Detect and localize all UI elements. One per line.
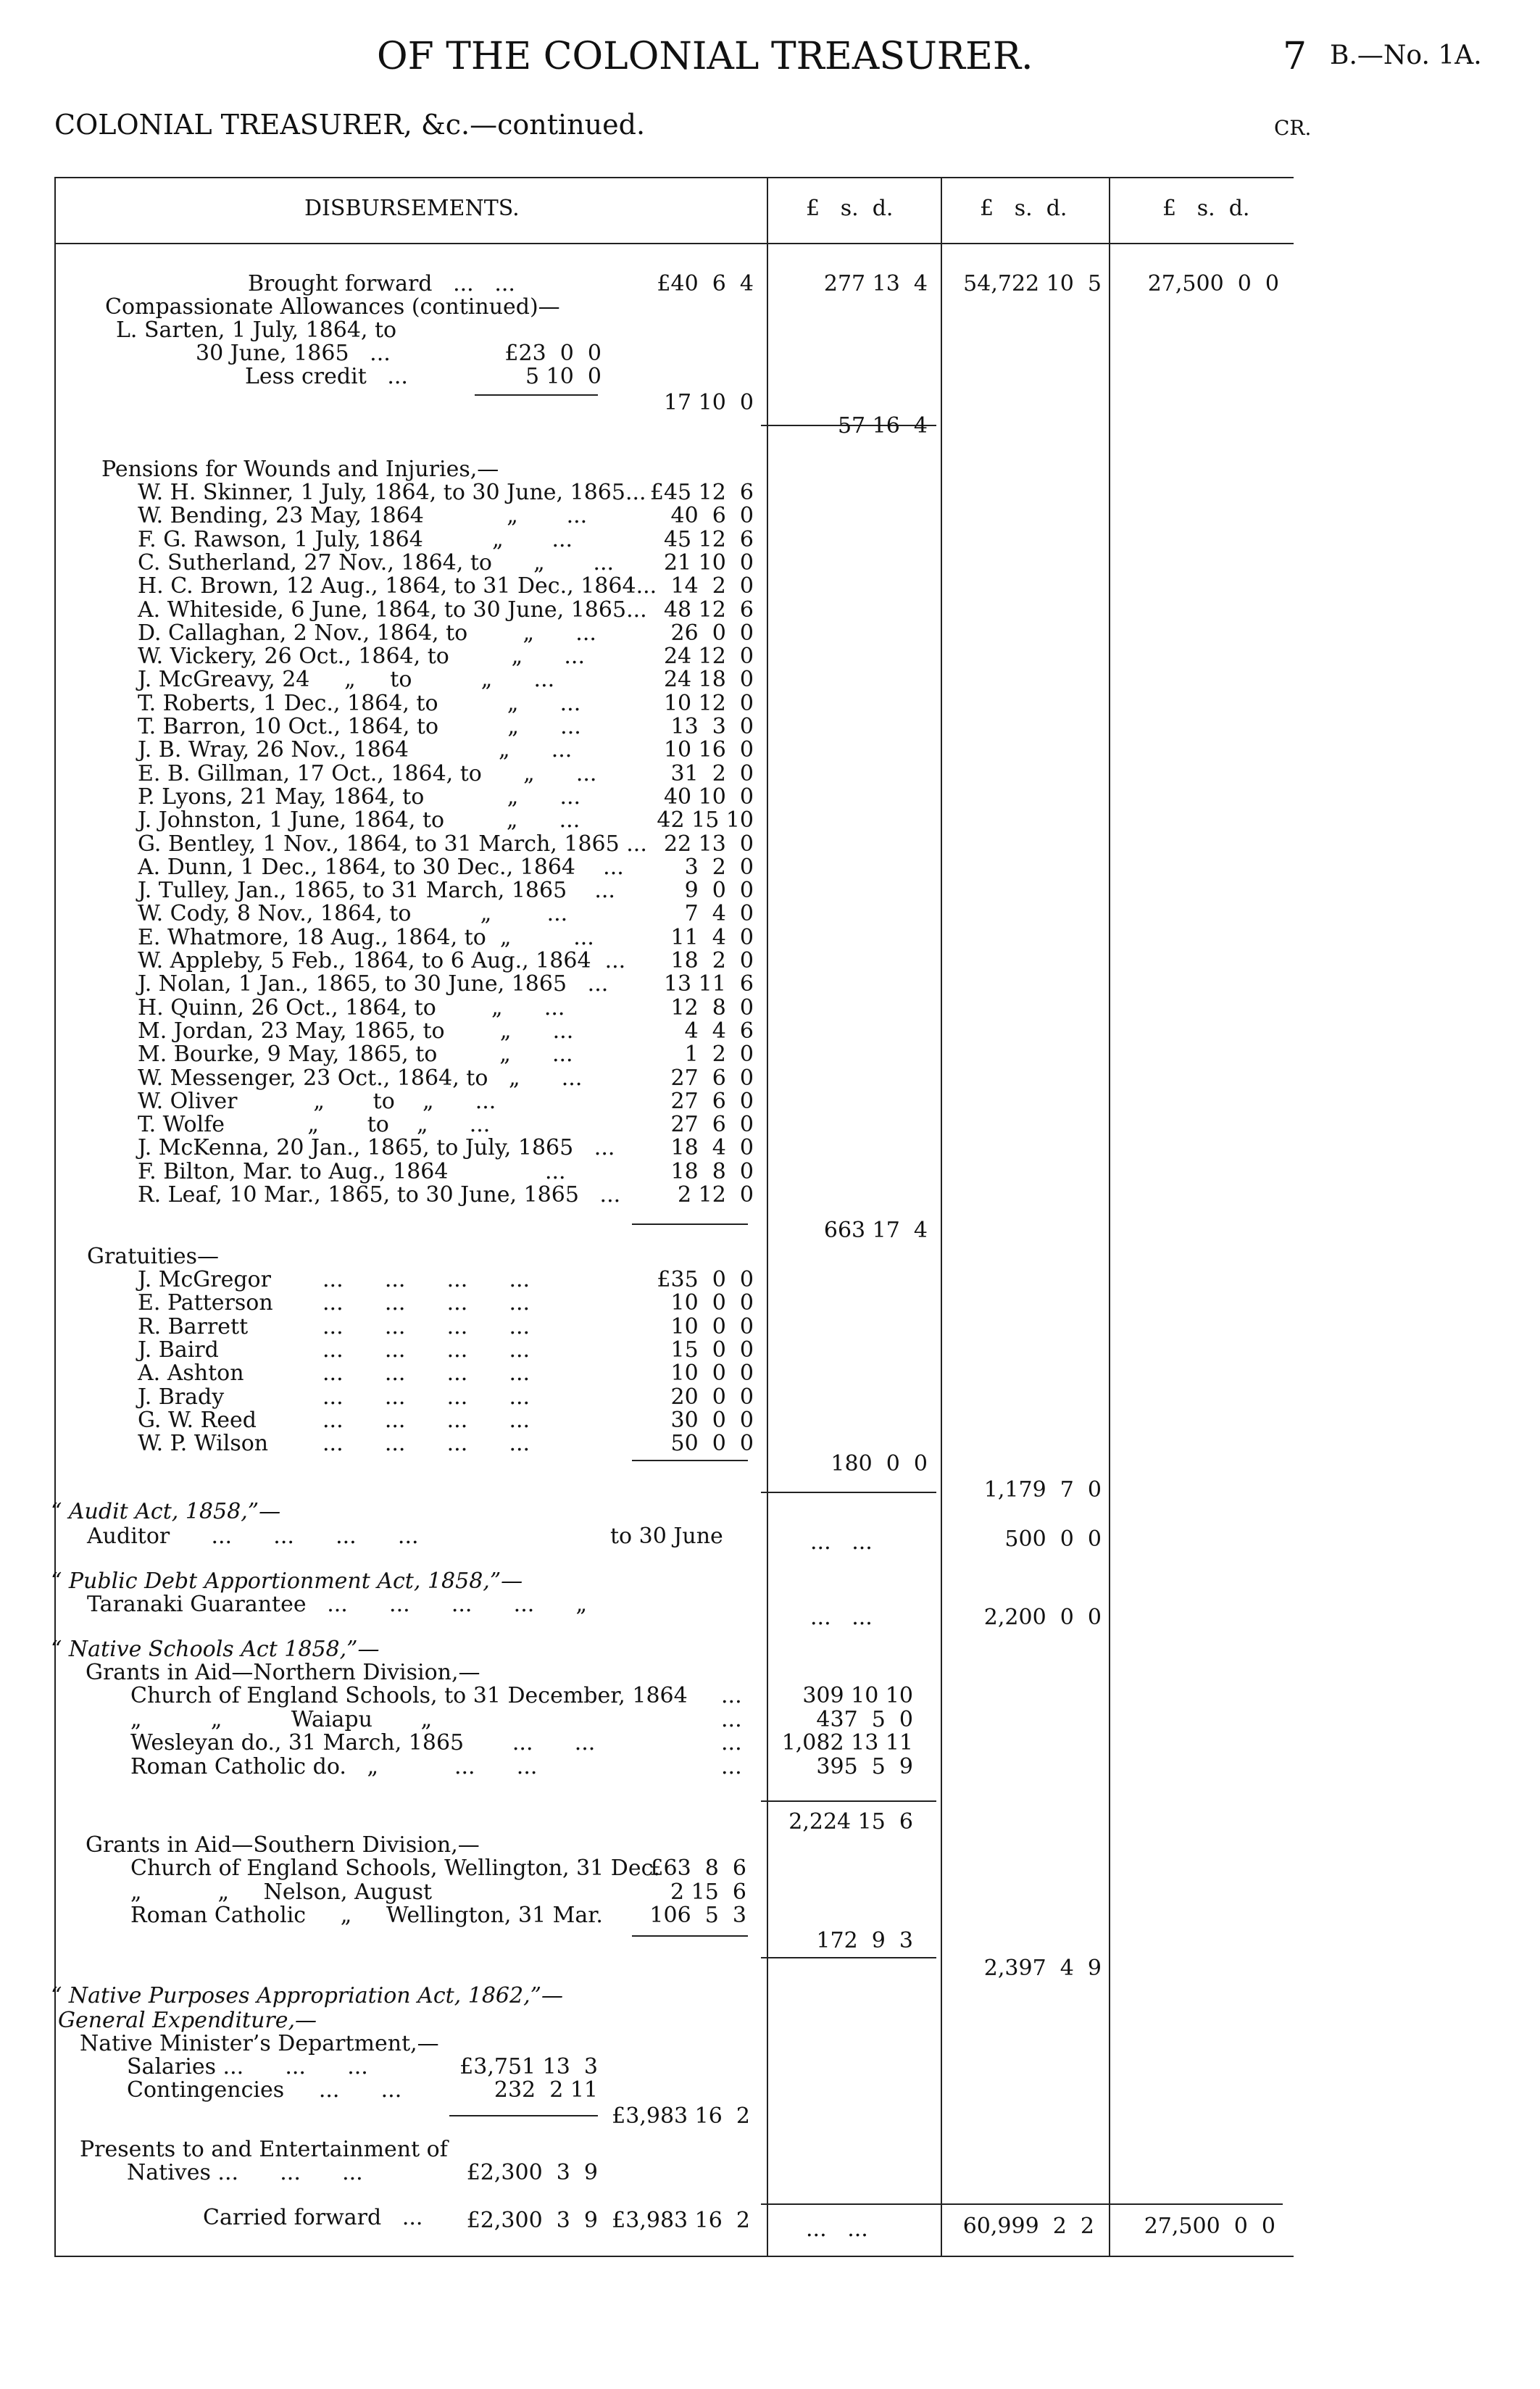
northern-grant-row-amount: 1,082 13 11 [781,1730,913,1756]
pension-row-name: W. Appleby, 5 Feb., 1864, to 6 Aug., 1864 ... [138,948,626,973]
northern-grant-row-leader-dots: ... [721,1706,742,1732]
gratuity-row-name: J. McGregor [138,1267,271,1292]
northern-division-heading: Grants in Aid—Northern Division,— [86,1660,480,1685]
pension-row-name: T. Wolfe „ to „ ... [138,1112,491,1138]
southern-division-total: 172 9 3 [816,1928,913,1953]
document-reference: B.—No. 1A. [1330,41,1482,70]
pension-row-amount: 45 12 6 [663,526,754,552]
pension-row-name: E. Whatmore, 18 Aug., 1864, to „ ... [138,924,594,950]
gratuities-col1-total: 180 0 0 [831,1451,928,1476]
pension-row-name: J. Johnston, 1 June, 1864, to „ ... [138,807,580,834]
pension-row-amount: 18 4 0 [670,1135,754,1161]
pension-row-name: W. Vickery, 26 Oct., 1864, to „ ... [138,644,586,670]
pension-row-name: W. Bending, 23 May, 1864 „ ... [138,503,588,529]
column-header-amount-1: £ s. d. [806,196,894,221]
northern-grant-row-leader-dots: ... [721,1683,742,1708]
section-subtitle: COLONIAL TREASURER, &c.—continued. [54,109,646,141]
southern-grant-row-name: Roman Catholic „ Wellington, 31 Mar. [130,1903,603,1928]
gratuities-heading: Gratuities— [87,1244,219,1269]
gratuity-row-amount: 30 0 0 [670,1407,754,1433]
compassionate-less-credit-amount: 5 10 0 [525,364,602,389]
column-header-disbursements: DISBURSEMENTS. [304,196,520,221]
pension-row-amount: 21 10 0 [663,549,754,576]
pension-row-name: E. B. Gillman, 17 Oct., 1864, to „ ... [138,760,597,786]
pension-row-name: H. C. Brown, 12 Aug., 1864, to 31 Dec., 1864... [138,573,657,599]
northern-grant-row-amount: 309 10 10 [802,1683,913,1708]
pension-row-name: W. Messenger, 23 Oct., 1864, to „ ... [138,1065,583,1091]
pension-row-name: J. Nolan, 1 Jan., 1865, to 30 June, 1865 ... [138,971,609,997]
brought-forward-col1: 277 13 4 [823,271,928,296]
native-schools-col2-total: 2,397 4 9 [983,1956,1102,1981]
carried-forward-label: Carried forward ... [203,2205,423,2230]
gratuities-col2-total: 1,179 7 0 [983,1477,1102,1503]
pension-row-amount: 10 12 0 [663,690,754,716]
pension-row-amount: 4 4 6 [684,1018,754,1044]
rule [761,1957,936,1958]
gratuity-row-leader-dots: ... ... ... ... [322,1384,530,1410]
pension-row-name: G. Bentley, 1 Nov., 1864, to 31 March, 1865 ... [138,831,647,857]
pension-row-name: A. Whiteside, 6 June, 1864, to 30 June, 1865... [138,597,647,623]
gratuity-row-leader-dots: ... ... ... ... [322,1431,530,1457]
gratuity-row-name: R. Barrett [138,1313,249,1339]
pension-row-name: F. Bilton, Mar. to Aug., 1864 ... [138,1158,566,1184]
gratuity-row-leader-dots: ... ... ... ... [322,1290,530,1316]
southern-division-heading: Grants in Aid—Southern Division,— [86,1832,480,1858]
brought-forward-inner: £40 6 4 [657,271,754,296]
public-debt-heading: “ Public Debt Apportionment Act, 1858,”— [51,1569,523,1594]
gratuity-row-amount: 10 0 0 [670,1360,754,1387]
pension-row-name: D. Callaghan, 2 Nov., 1864, to „ ... [138,620,596,646]
rule [761,1800,936,1802]
pension-row-amount: 2 12 0 [678,1182,754,1208]
pension-row-name: W. Cody, 8 Nov., 1864, to „ ... [138,901,568,927]
pension-row-amount: 48 12 6 [663,597,754,623]
gratuity-row-amount: £35 0 0 [657,1267,754,1292]
pension-row-amount: 42 15 10 [657,807,754,834]
southern-grant-row-name: Church of England Schools, Wellington, 31 Dec. [130,1856,660,1881]
rule [475,394,598,396]
rule [632,1935,748,1937]
pension-row-amount: 11 4 0 [670,924,754,950]
pension-row-amount: 22 13 0 [663,831,754,857]
salaries-label: Salaries ... ... ... [127,2054,368,2080]
brought-forward-col2: 54,722 10 5 [963,271,1102,296]
page-title: OF THE COLONIAL TREASURER. [377,35,1033,78]
carried-forward-col2: 60,999 2 2 [962,2214,1094,2239]
northern-grant-row-amount: 395 5 9 [816,1753,913,1779]
auditor-line: Auditor ... ... ... ... [87,1524,419,1549]
northern-division-total: 2,224 15 6 [788,1809,913,1835]
taranaki-col1: ... ... [810,1605,873,1630]
rule [761,1492,936,1493]
northern-grant-row-name: Wesleyan do., 31 March, 1865 ... ... [130,1730,596,1756]
pension-row-amount: 13 3 0 [670,714,754,739]
pension-row-amount: 3 2 0 [684,854,754,880]
northern-grant-row-name: Roman Catholic do. „ ... ... [130,1753,538,1779]
pension-row-amount: 24 18 0 [663,667,754,693]
gratuity-row-name: J. Baird [138,1337,219,1363]
column-divider-3 [1109,177,1110,2257]
carried-forward-col3: 27,500 0 0 [1144,2214,1275,2239]
gratuity-row-leader-dots: ... ... ... ... [322,1267,530,1292]
pension-row-amount: 7 4 0 [684,901,754,927]
gratuity-row-amount: 15 0 0 [670,1337,754,1363]
gratuity-row-leader-dots: ... ... ... ... [322,1407,530,1433]
compassionate-line2: 30 June, 1865 ... [196,341,391,366]
column-header-amount-2: £ s. d. [980,196,1067,221]
gratuity-row-name: E. Patterson [138,1290,273,1316]
pension-row-name: J. McGreavy, 24 „ to „ ... [138,667,555,693]
pension-row-name: F. G. Rawson, 1 July, 1864 „ ... [138,526,573,552]
pension-row-name: W. Oliver „ to „ ... [138,1088,496,1114]
pension-row-amount: £45 12 6 [649,480,754,505]
credit-side-label: CR. [1274,116,1312,140]
contingencies-label: Contingencies ... ... [127,2077,402,2103]
pension-row-name: P. Lyons, 21 May, 1864, to „ ... [138,784,581,810]
gratuity-row-name: W. P. Wilson [138,1431,269,1457]
pension-row-amount: 10 16 0 [663,737,754,763]
pension-row-amount: 18 8 0 [670,1158,754,1184]
taranaki-guarantee-line: Taranaki Guarantee ... ... ... ... „ [87,1592,588,1617]
gratuity-row-name: J. Brady [138,1384,225,1410]
rule [761,2203,1283,2205]
pension-row-name: H. Quinn, 26 Oct., 1864, to „ ... [138,994,565,1021]
native-minister-department: Native Minister’s Department,— [80,2031,439,2056]
southern-grant-row-amount: 2 15 6 [670,1879,746,1905]
compassionate-line2-amount: £23 0 0 [504,341,602,366]
pension-row-amount: 1 2 0 [684,1042,754,1068]
salaries-amount: £3,751 13 3 [459,2054,598,2080]
presents-label-line1: Presents to and Entertainment of [80,2137,448,2162]
pension-row-name: M. Bourke, 9 May, 1865, to „ ... [138,1042,573,1068]
pension-row-name: J. B. Wray, 26 Nov., 1864 „ ... [138,737,573,763]
rule [449,2115,598,2116]
rule [632,1460,748,1461]
gratuity-row-amount: 50 0 0 [670,1431,754,1457]
column-divider-2 [941,177,942,2257]
auditor-col2: 500 0 0 [1004,1526,1102,1552]
general-expenditure-heading: General Expenditure,— [58,2008,317,2033]
presents-label-line2: Natives ... ... ... [127,2160,363,2185]
gratuity-row-amount: 10 0 0 [670,1290,754,1316]
pension-row-amount: 12 8 0 [670,994,754,1021]
rule [632,1223,748,1225]
gratuity-row-leader-dots: ... ... ... ... [322,1360,530,1387]
native-purposes-heading: “ Native Purposes Appropriation Act, 1862,”— [51,1983,563,2008]
table-bottom-border [54,2256,1294,2257]
pension-row-amount: 27 6 0 [670,1112,754,1138]
pension-row-amount: 27 6 0 [670,1088,754,1114]
compassionate-line1: L. Sarten, 1 July, 1864, to [116,317,397,343]
table-top-border [54,177,1294,178]
pension-row-name: T. Roberts, 1 Dec., 1864, to „ ... [138,690,581,716]
northern-grant-row-name: „ „ Waiapu „ [130,1706,433,1732]
header-divider [54,243,1294,244]
pension-row-name: J. Tulley, Jan., 1865, to 31 March, 1865 ... [138,878,615,904]
northern-grant-row-leader-dots: ... [721,1730,742,1756]
pension-row-amount: 14 2 0 [670,573,754,599]
gratuity-row-name: G. W. Reed [138,1407,257,1433]
presents-amount: £2,300 3 9 [466,2160,598,2185]
carried-forward-amount-b: £3,983 16 2 [612,2208,750,2233]
pension-row-amount: 40 10 0 [663,784,754,810]
pension-row-amount: 26 0 0 [670,620,754,646]
page-number: 7 [1283,35,1307,78]
pension-row-amount: 18 2 0 [670,948,754,973]
pension-row-amount: 27 6 0 [670,1065,754,1091]
pension-row-name: T. Barron, 10 Oct., 1864, to „ ... [138,714,581,739]
compassionate-col1-total: 57 16 4 [837,413,928,439]
native-minister-department-total: £3,983 16 2 [612,2103,750,2129]
northern-grant-row-amount: 437 5 0 [816,1706,913,1732]
pensions-heading: Pensions for Wounds and Injuries,— [101,457,499,482]
pension-row-name: J. McKenna, 20 Jan., 1865, to July, 1865 ... [138,1135,615,1161]
table-left-border [54,177,56,2257]
compassionate-heading: Compassionate Allowances (continued)— [105,294,560,320]
southern-grant-row-name: „ „ Nelson, August [130,1879,433,1905]
compassionate-net: 17 10 0 [663,390,754,415]
taranaki-col2: 2,200 0 0 [983,1605,1102,1630]
pensions-col1-total: 663 17 4 [823,1218,928,1243]
audit-act-heading: “ Audit Act, 1858,”— [51,1499,281,1524]
auditor-col1: ... ... [810,1529,873,1555]
gratuity-row-amount: 10 0 0 [670,1313,754,1339]
carried-forward-col1: ... ... [806,2216,868,2242]
pension-row-name: R. Leaf, 10 Mar., 1865, to 30 June, 1865 ... [138,1182,621,1208]
native-schools-heading: “ Native Schools Act 1858,”— [51,1637,380,1662]
pension-row-name: M. Jordan, 23 May, 1865, to „ ... [138,1018,574,1044]
contingencies-amount: 232 2 11 [494,2077,598,2103]
pension-row-amount: 40 6 0 [670,503,754,529]
pension-row-name: C. Sutherland, 27 Nov., 1864, to „ ... [138,549,615,576]
brought-forward-col3: 27,500 0 0 [1147,271,1279,296]
gratuity-row-leader-dots: ... ... ... ... [322,1337,530,1363]
gratuity-row-amount: 20 0 0 [670,1384,754,1410]
pension-row-amount: 24 12 0 [663,644,754,670]
compassionate-less-credit: Less credit ... [245,364,408,389]
pension-row-name: A. Dunn, 1 Dec., 1864, to 30 Dec., 1864 ... [138,854,624,880]
pension-row-amount: 9 0 0 [684,878,754,904]
northern-grant-row-leader-dots: ... [721,1753,742,1779]
brought-forward-label: Brought forward ... ... [248,271,515,296]
northern-grant-row-name: Church of England Schools, to 31 December, 1864 [130,1683,688,1708]
pension-row-amount: 13 11 6 [663,971,754,997]
gratuity-row-leader-dots: ... ... ... ... [322,1313,530,1339]
carried-forward-amount-a: £2,300 3 9 [466,2208,598,2233]
column-header-amount-3: £ s. d. [1162,196,1250,221]
gratuity-row-name: A. Ashton [138,1360,244,1387]
auditor-period: to 30 June [610,1524,723,1549]
southern-grant-row-amount: 106 5 3 [649,1903,746,1928]
pension-row-name: W. H. Skinner, 1 July, 1864, to 30 June, 1865... [138,480,646,505]
pension-row-amount: 31 2 0 [670,760,754,786]
southern-grant-row-amount: £63 8 6 [649,1856,746,1881]
